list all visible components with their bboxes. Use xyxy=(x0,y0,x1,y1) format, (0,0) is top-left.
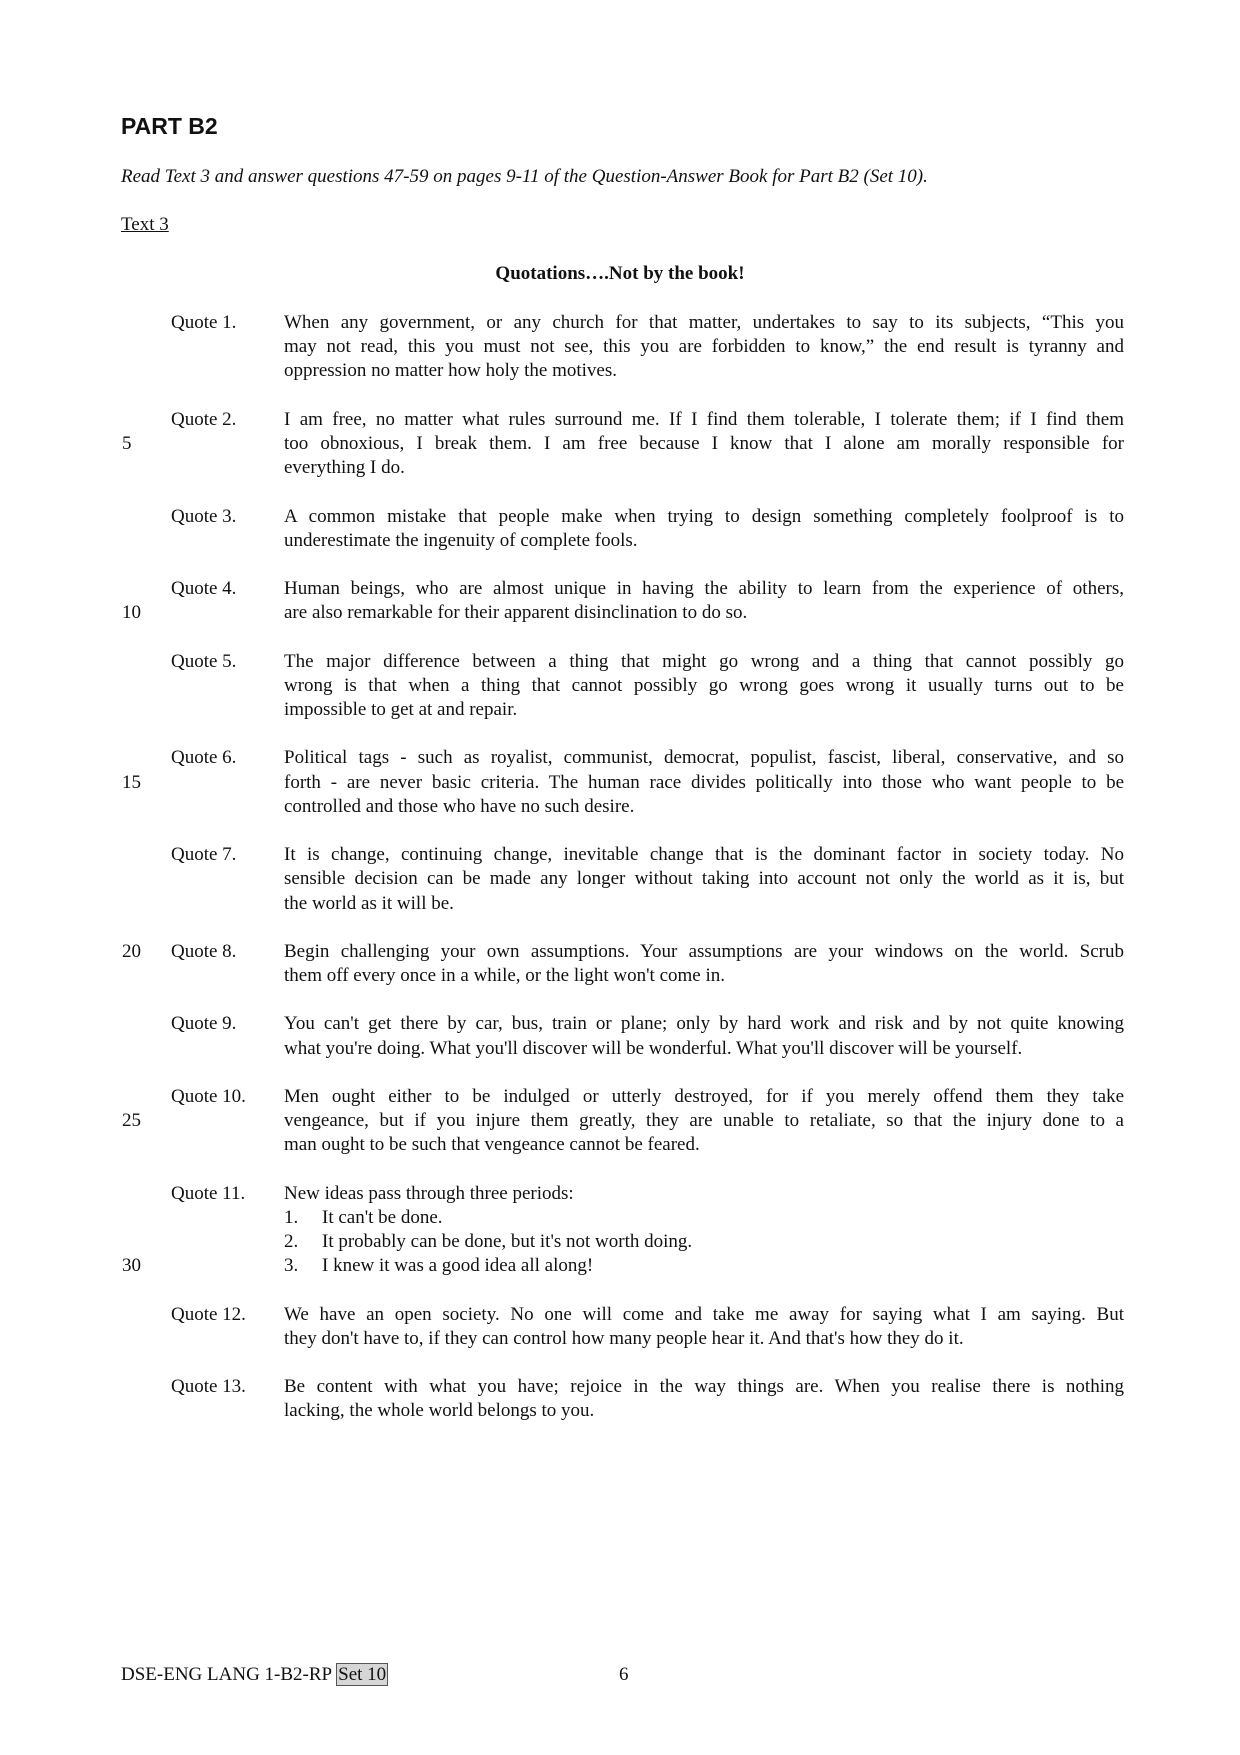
list-intro: New ideas pass through three periods: xyxy=(284,1182,574,1204)
text-line: vengeance, but if you injure them greatly, they are unable to retaliate, so that the injury done to a xyxy=(284,1110,1124,1132)
line-number: 30 xyxy=(122,1255,141,1277)
list-item xyxy=(284,1254,1124,1278)
text-line: oppression no matter how holy the motives. xyxy=(284,360,617,382)
quote-text xyxy=(284,843,1124,916)
quote-item xyxy=(0,650,1240,723)
quote-text xyxy=(284,1182,1124,1279)
list-text: I knew it was a good idea all along! xyxy=(322,1255,594,1277)
text-line: too obnoxious, I break them. I am free because I know that I alone am morally responsible for xyxy=(284,432,1124,454)
list-number: 3. xyxy=(284,1255,299,1277)
text-line: sensible decision can be made any longer without taking into account not only the world as it is, but xyxy=(284,868,1124,890)
text-line: When any government, or any church for that matter, undertakes to say to its subjects, “This you xyxy=(284,312,1124,333)
text-label: Text 3 xyxy=(121,214,169,235)
quote-label: Quote 9. xyxy=(171,1013,237,1035)
quote-label: Quote 5. xyxy=(171,650,237,672)
quote-item xyxy=(0,1085,1240,1158)
line-number: 15 xyxy=(122,771,141,793)
quote-label: Quote 10. xyxy=(171,1086,246,1107)
list-text: It can't be done. xyxy=(322,1206,443,1228)
quote-label: Quote 12. xyxy=(171,1303,246,1325)
quote-text xyxy=(284,1375,1124,1423)
instruction: Read Text 3 and answer questions 47-59 on pages 9-11 of the Question-Answer Book for Part B2 (Set 10). xyxy=(121,166,928,187)
text-line: what you're doing. What you'll discover will be wonderful. What you'll discover will be yourself. xyxy=(284,1037,1023,1059)
text-line: lacking, the whole world belongs to you. xyxy=(284,1400,595,1422)
part-title: PART B2 xyxy=(121,113,218,139)
paper-code: DSE-ENG LANG 1-B2-RP xyxy=(121,1664,332,1685)
quote-label: Quote 8. xyxy=(171,940,237,962)
quote-item xyxy=(0,408,1240,481)
page-number: 6 xyxy=(619,1664,629,1685)
line-number: 10 xyxy=(122,602,141,624)
quote-item xyxy=(0,1375,1240,1423)
quote-text xyxy=(284,408,1124,481)
line-number: 5 xyxy=(122,432,132,454)
list-item xyxy=(284,1206,1124,1230)
text-line: the world as it will be. xyxy=(284,892,454,914)
quote-label: Quote 4. xyxy=(171,578,237,600)
text-line: A common mistake that people make when trying to design something completely foolproof is to xyxy=(284,505,1124,527)
text-line: The major difference between a thing that might go wrong and a thing that cannot possibly go xyxy=(284,650,1124,672)
quote-label: Quote 3. xyxy=(171,505,237,527)
quote-text xyxy=(284,1303,1124,1351)
quote-item xyxy=(0,311,1240,384)
text-line: may not read, this you must not see, this you are forbidden to know,” the end result is tyranny and xyxy=(284,336,1124,358)
quote-text xyxy=(284,505,1124,553)
quote-label: Quote 7. xyxy=(171,844,237,866)
list-number: 1. xyxy=(284,1206,299,1228)
text-line: wrong is that when a thing that cannot possibly go wrong goes wrong it usually turns out to be xyxy=(284,674,1124,696)
quote-text xyxy=(284,746,1124,819)
quote-text xyxy=(284,650,1124,723)
line-number: 20 xyxy=(122,940,141,962)
quote-item xyxy=(0,1012,1240,1060)
footer-code xyxy=(121,1664,388,1686)
text-line: It is change, continuing change, inevitable change that is the dominant factor in society today. No xyxy=(284,844,1124,866)
text-line: Human beings, who are almost unique in having the ability to learn from the experience of others, xyxy=(284,578,1124,600)
quote-item xyxy=(0,940,1240,988)
quote-text xyxy=(284,1012,1124,1060)
text-line: You can't get there by car, bus, train or plane; only by hard work and risk and by not quite knowing xyxy=(284,1013,1124,1035)
quotes-list xyxy=(0,311,1240,1448)
passage-title: Quotations….Not by the book! xyxy=(495,263,745,284)
quote-text xyxy=(284,1085,1124,1158)
quote-label: Quote 2. xyxy=(171,408,237,430)
quote-item xyxy=(0,577,1240,625)
text-line: Begin challenging your own assumptions. Your assumptions are your windows on the world. Scrub xyxy=(284,940,1124,962)
text-line: Political tags - such as royalist, communist, democrat, populist, fascist, liberal, conservative, and so xyxy=(284,747,1124,769)
quote-item xyxy=(0,505,1240,553)
text-line: I am free, no matter what rules surround me. If I find them tolerable, I tolerate them; if I find them xyxy=(284,408,1124,430)
text-line: man ought to be such that vengeance cannot be feared. xyxy=(284,1134,700,1156)
text-line: everything I do. xyxy=(284,457,405,479)
line-number: 25 xyxy=(122,1110,141,1132)
text-line: are also remarkable for their apparent disinclination to do so. xyxy=(284,602,748,624)
quote-item xyxy=(0,746,1240,819)
quote-text xyxy=(284,311,1124,384)
text-line: controlled and those who have no such desire. xyxy=(284,795,635,817)
text-line: We have an open society. No one will come and take me away for saying what I am saying. But xyxy=(284,1303,1124,1325)
text-line: impossible to get at and repair. xyxy=(284,699,518,720)
quote-label: Quote 13. xyxy=(171,1376,246,1398)
list-text: It probably can be done, but it's not worth doing. xyxy=(322,1231,693,1253)
text-line: they don't have to, if they can control how many people hear it. And that's how they do it. xyxy=(284,1327,964,1349)
quote-text xyxy=(284,577,1124,625)
set-box: Set 10 xyxy=(338,1664,387,1685)
text-line: Be content with what you have; rejoice in the way things are. When you realise there is nothing xyxy=(284,1376,1124,1398)
quote-item xyxy=(0,1303,1240,1351)
text-line: them off every once in a while, or the light won't come in. xyxy=(284,965,726,987)
quote-label: Quote 6. xyxy=(171,747,237,769)
text-line: forth - are never basic criteria. The human race divides politically into those who want people to be xyxy=(284,771,1124,793)
quote-text xyxy=(284,940,1124,988)
quote-label: Quote 11. xyxy=(171,1182,246,1204)
quote-item xyxy=(0,1182,1240,1279)
quote-item xyxy=(0,843,1240,916)
list-item xyxy=(284,1230,1124,1254)
text-line: Men ought either to be indulged or utterly destroyed, for if you merely offend them they take xyxy=(284,1086,1124,1107)
quote-label: Quote 1. xyxy=(171,312,237,333)
list-number: 2. xyxy=(284,1231,299,1253)
text-line: underestimate the ingenuity of complete fools. xyxy=(284,529,638,551)
